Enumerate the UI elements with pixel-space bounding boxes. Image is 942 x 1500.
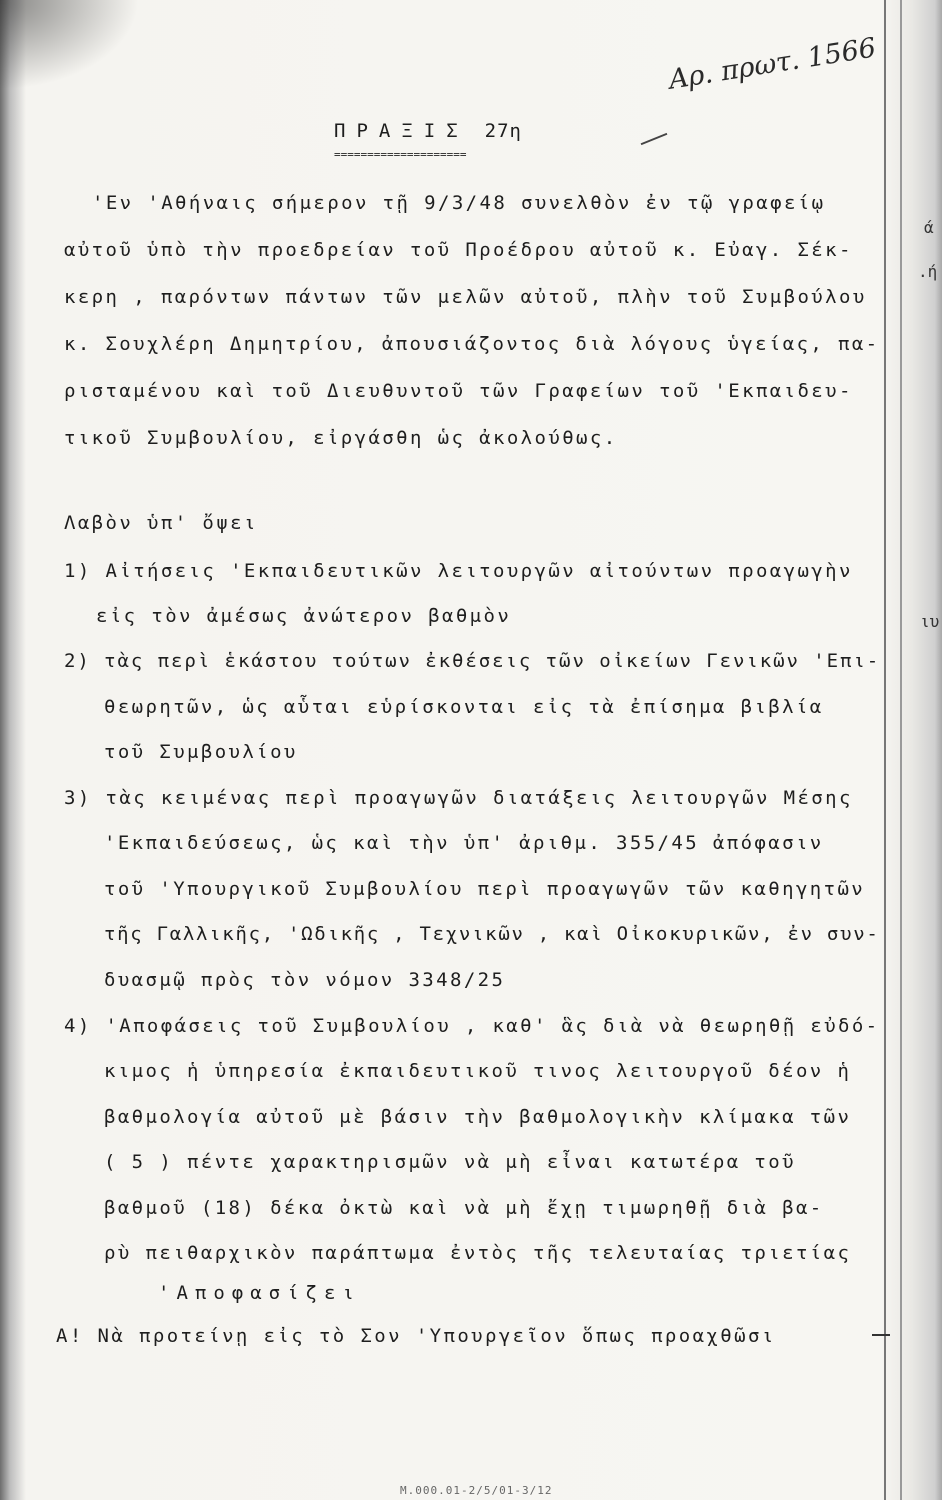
archive-reference: M.000.01-2/5/01-3/12 xyxy=(400,1484,553,1497)
text-line: 'Εκπαιδεύσεως, ὡς καὶ τὴν ὑπ' ἀριθμ. 355/45 ἀπόφασιν xyxy=(104,832,824,854)
text-line: βαθμοῦ (18) δέκα ὀκτὼ καὶ νὰ μὴ ἔχῃ τιμωρηθῇ διὰ βα- xyxy=(104,1197,824,1219)
list-item: 2) τὰς περὶ ἑκάστου τούτων ἐκθέσεις τῶν οἰκείων Γενικῶν 'Επι- xyxy=(64,650,881,672)
text-line: ρὺ πειθαρχικὸν παράπτωμα ἐντὸς τῆς τελευταίας τριετίας xyxy=(104,1242,852,1264)
title-number: 27η xyxy=(484,120,522,142)
document-title xyxy=(334,120,522,142)
text-line: τοῦ Συμβουλίου xyxy=(104,741,298,763)
title-text: ΠΡΑΞΙΣ xyxy=(334,120,469,142)
text-line: τῆς Γαλλικῆς, 'Ωδικῆς , Τεχνικῶν , καὶ Οἰκοκυρικῶν, ἐν συν- xyxy=(104,923,880,945)
binding-edge xyxy=(884,0,886,1500)
text-line: ( 5 ) πέντε χαρακτηρισμῶν νὰ μὴ εἶναι κατωτέρα τοῦ xyxy=(104,1151,796,1173)
text-line: κ. Σουχλέρη Δημητρίου, ἀπουσιάζοντος διὰ λόγους ὑγείας, πα- xyxy=(64,333,880,355)
pen-stroke xyxy=(872,1334,890,1336)
list-item: 3) τὰς κειμένας περὶ προαγωγῶν διατάξεις λειτουργῶν Μέσης xyxy=(64,787,853,809)
text-line: ρισταμένου καὶ τοῦ Διευθυντοῦ τῶν Γραφείων τοῦ 'Εκπαιδευ- xyxy=(64,380,853,402)
binding-edge xyxy=(900,0,902,1500)
decision-item: Α! Νὰ προτείνῃ εἰς τὸ Σον 'Υπουργεῖον ὅπως προαχθῶσι xyxy=(56,1325,776,1347)
text-line: κερη , παρόντων πάντων τῶν μελῶν αὐτοῦ, πλὴν τοῦ Συμβούλου xyxy=(64,286,867,308)
section-heading: Λαβὸν ὑπ' ὄψει xyxy=(64,512,258,534)
text-line: τοῦ 'Υπουργικοῦ Συμβουλίου περὶ προαγωγῶν τῶν καθηγητῶν xyxy=(104,878,866,900)
margin-mark: ιυ xyxy=(920,612,940,631)
text-line: δυασμῷ πρὸς τὸν νόμον 3348/25 xyxy=(104,969,506,991)
pen-stroke xyxy=(641,133,668,145)
list-item: 4) 'Αποφάσεις τοῦ Συμβουλίου , καθ' ἃς διὰ νὰ θεωρηθῇ εὐδό- xyxy=(64,1015,880,1037)
text-line: βαθμολογία αὐτοῦ μὲ βάσιν τὴν βαθμολογικὴν κλίμακα τῶν xyxy=(104,1106,852,1128)
margin-mark: .ή xyxy=(918,262,938,281)
protocol-number-annotation: Αρ. πρωτ. 1566 xyxy=(666,32,879,96)
scan-shadow xyxy=(0,0,140,90)
text-line: τικοῦ Συμβουλίου, εἰργάσθη ὡς ἀκολούθως. xyxy=(64,427,618,449)
text-line: θεωρητῶν, ὡς αὗται εὑρίσκονται εἰς τὰ ἐπίσημα βιβλία xyxy=(104,696,824,718)
decision-heading: 'Αποφασίζει xyxy=(158,1282,361,1304)
list-item: 1) Αἰτήσεις 'Εκπαιδευτικῶν λειτουργῶν αἰτούντων προαγωγὴν xyxy=(64,560,853,582)
text-line: κιμος ἡ ὑπηρεσία ἐκπαιδευτικοῦ τινος λειτουργοῦ δέον ἡ xyxy=(104,1060,852,1082)
margin-mark: ά xyxy=(924,218,934,237)
text-line: αὐτοῦ ὑπὸ τὴν προεδρείαν τοῦ Προέδρου αὐτοῦ κ. Εὐαγ. Σέκ- xyxy=(64,239,853,261)
text-line: εἰς τὸν ἀμέσως ἀνώτερον βαθμὸν xyxy=(96,605,512,627)
title-underline: ==================== xyxy=(334,148,467,161)
text-line: 'Εν 'Αθήναις σήμερον τῇ 9/3/48 συνελθὸν ἐν τῷ γραφείῳ xyxy=(92,192,826,214)
